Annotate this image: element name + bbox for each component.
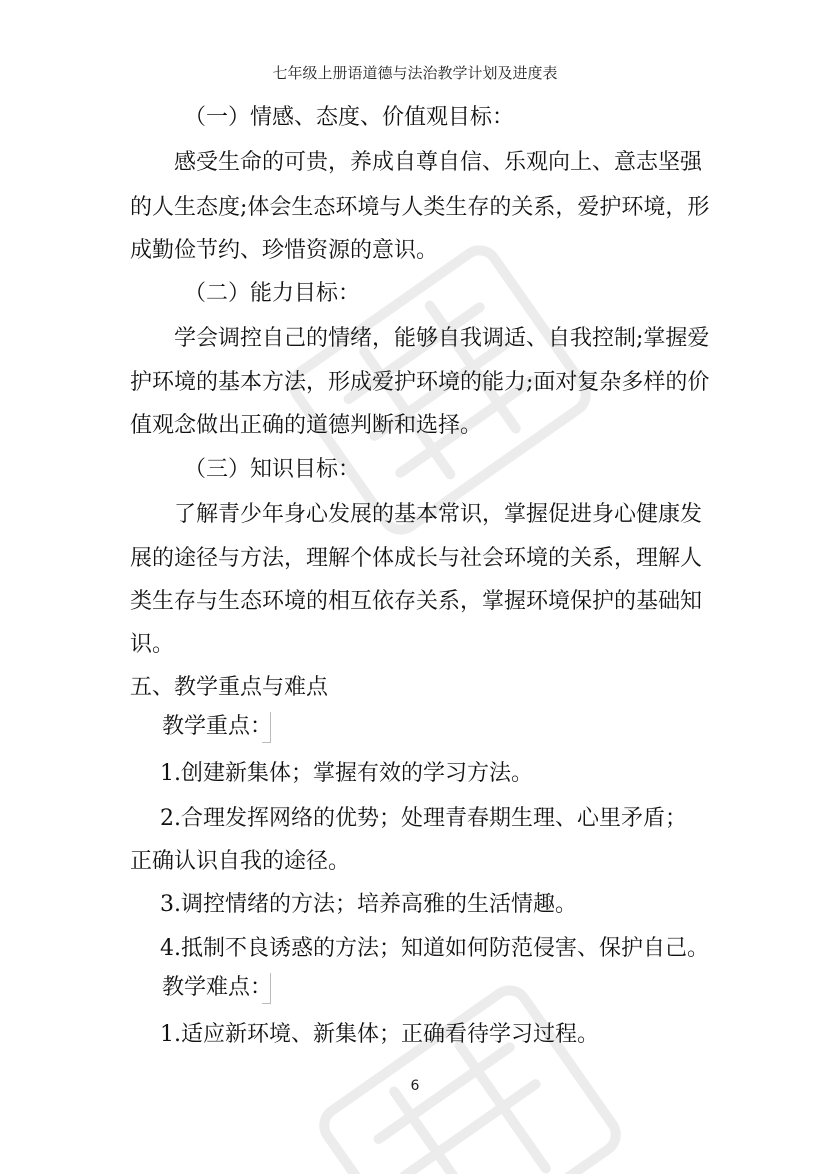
section3-line-2: 展的途径与方法，理解个体成长与社会环境的关系，理解人 [130,546,703,571]
section3-line-4: 识。 [130,632,175,657]
difficult-points-label: 教学难点： [162,975,273,1000]
key-point-4: 4.抵制不良诱惑的方法；知道如何防范侵害、保护自己。 [160,936,709,961]
section3-heading: （三）知识目标： [184,457,361,482]
key-point-2: 2.合理发挥网络的优势；处理青春期生理、心里矛盾； [160,806,687,831]
section1-heading: （一）情感、态度、价值观目标： [184,105,515,130]
section2-heading: （二）能力目标： [184,281,361,306]
key-points-label: 教学重点： [162,714,273,739]
key-point-3: 3.调控情绪的方法；培养高雅的生活情趣。 [160,892,577,917]
section1-line-1: 感受生命的可贵，养成自尊自信、乐观向上、意志坚强 [174,150,703,175]
section1-line-3: 成勤俭节约、珍惜资源的意识。 [130,238,439,263]
section2-line-1: 学会调控自己的情绪，能够自我调适、自我控制;掌握爱 [174,326,710,351]
difficult-points-bracket [262,973,271,1004]
section3-line-1: 了解青少年身心发展的基本常识，掌握促进身心健康发 [174,502,703,527]
key-points-bracket [262,712,271,743]
section5-heading: 五、教学重点与难点 [130,675,329,700]
key-point-1: 1.创建新集体；掌握有效的学习方法。 [160,761,533,786]
section2-line-2: 护环境的基本方法，形成爱护环境的能力;面对复杂多样的价 [130,370,710,395]
difficult-point-1: 1.适应新环境、新集体；正确看待学习过程。 [160,1022,599,1047]
page-header-title: 七年级上册语道德与法治教学计划及进度表 [272,64,558,82]
key-point-2-continued: 正确认识自我的途径。 [130,849,351,874]
section3-line-3: 类生存与生态环境的相互依存关系，掌握环境保护的基础知 [130,589,703,614]
section1-line-2: 的人生态度;体会生态环境与人类生存的关系，爱护环境，形 [130,195,710,220]
page-number: 6 [410,1078,420,1094]
section2-line-3: 值观念做出正确的道德判断和选择。 [130,413,483,438]
